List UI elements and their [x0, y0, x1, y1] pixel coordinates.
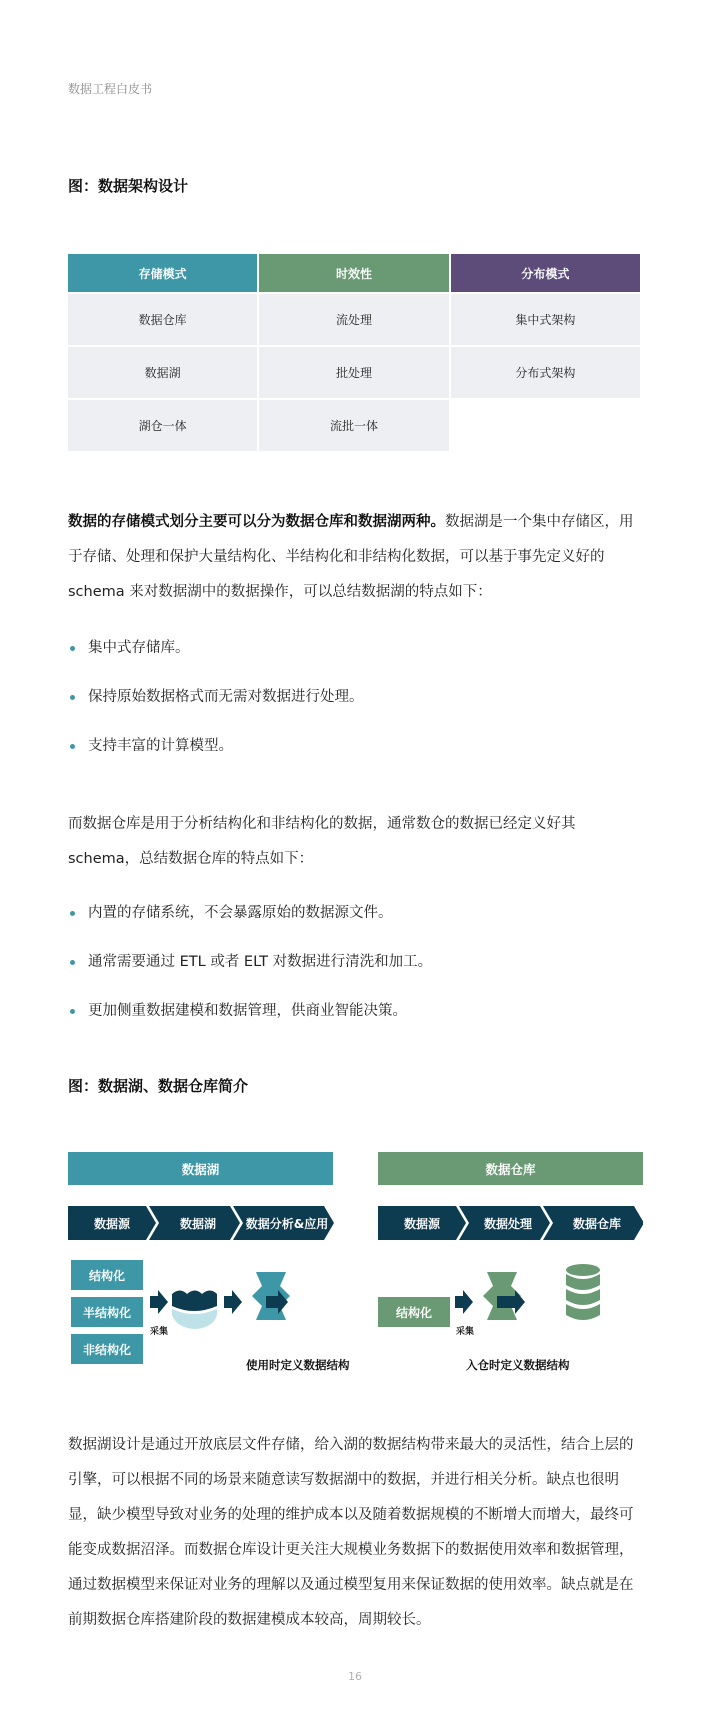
header-timeliness: 时效性 — [259, 254, 450, 294]
warehouse-step-label: 数据源 — [403, 1216, 440, 1231]
warehouse-step-label: 数据处理 — [483, 1216, 532, 1231]
semi-structured-tag: 半结构化 — [71, 1297, 143, 1327]
bullet-dot-icon — [70, 744, 75, 749]
list-item: 通常需要通过 ETL 或者 ELT 对数据进行清洗和加工。 — [68, 952, 643, 1001]
architecture-table — [68, 254, 642, 453]
data-lake-banner: 数据湖 — [68, 1152, 333, 1185]
lake-flow-graphics — [148, 1252, 338, 1357]
warehouse-caption: 入仓时定义数据结构 — [466, 1358, 570, 1372]
table-cell: 集中式架构 — [451, 294, 642, 347]
figure1-title: 图：数据架构设计 — [68, 177, 189, 195]
table-cell-empty — [451, 400, 642, 453]
lake-step-label: 数据湖 — [179, 1216, 216, 1231]
list-item: 内置的存储系统，不会暴露原始的数据源文件。 — [68, 903, 643, 952]
data-warehouse-banner: 数据仓库 — [378, 1152, 643, 1185]
structured-tag: 结构化 — [71, 1260, 143, 1290]
arrow-right-icon — [224, 1290, 242, 1314]
paragraph-comparison: 数据湖设计是通过开放底层文件存储，给入湖的数据结构带来最大的灵活性，结合上层的引擎，可以根据不同的场景来随意读写数据湖中的数据，并进行相关分析。缺点也很明显，缺少模型导致对业务的处理的维护成本以及随着数据规模的不断增大而增大，最终可能变成数据沼泽。而数据仓库设计更关注大规模业务数据下的数据使用效率和数据管理，通过数据模型来保证对业务的理解以及通过模型复用来保证数据的使用效率。缺点就是在前期数据仓库搭建阶段的数据建模成本较高，周期较长。 — [68, 1437, 634, 1628]
warehouse-step-label: 数据仓库 — [572, 1216, 621, 1231]
paragraph-storage-modes — [68, 505, 643, 610]
warehouse-flow-graphics — [453, 1252, 643, 1357]
table-cell: 湖仓一体 — [68, 400, 259, 453]
collect-label: 采集 — [456, 1327, 475, 1337]
lake-icon — [172, 1291, 217, 1312]
database-icon — [566, 1264, 600, 1320]
unstructured-tag: 非结构化 — [71, 1334, 143, 1364]
bullet-dot-icon — [70, 911, 75, 916]
table-row — [68, 347, 642, 400]
list-item: 更加侧重数据建模和数据管理，供商业智能决策。 — [68, 1001, 643, 1050]
structured-tag: 结构化 — [378, 1297, 450, 1327]
table-row — [68, 400, 642, 453]
paragraph-data-warehouse: 而数据仓库是用于分析结构化和非结构化的数据，通常数仓的数据已经定义好其 schema，总结数据仓库的特点如下： — [68, 816, 576, 867]
collect-label: 采集 — [150, 1327, 169, 1337]
header-distribution: 分布模式 — [451, 254, 642, 294]
lake-water-icon — [172, 1309, 217, 1329]
table-header-row — [68, 254, 642, 294]
table-cell: 数据湖 — [68, 347, 259, 400]
figure2-title: 图：数据湖、数据仓库简介 — [68, 1077, 249, 1095]
list-item: 支持丰富的计算模型。 — [68, 736, 643, 785]
table-row — [68, 294, 642, 347]
header-storage: 存储模式 — [68, 254, 259, 294]
bullet-dot-icon — [70, 695, 75, 700]
list-item: 保持原始数据格式而无需对数据进行处理。 — [68, 687, 643, 736]
paragraph-lead: 数据的存储模式划分主要可以分为数据仓库和数据湖两种。 — [68, 514, 445, 530]
lake-warehouse-diagram — [68, 1152, 643, 1382]
paragraph-body: 数据湖是一个集中存储区，用于存储、处理和保护大量结构化、半结构化和非结构化数据，可以基于事先定义好的 schema 来对数据湖中的数据操作，可以总结数据湖的特点如下： — [68, 514, 634, 600]
bullet-dot-icon — [70, 1009, 75, 1014]
bullet-dot-icon — [70, 646, 75, 651]
bullet-dot-icon — [70, 960, 75, 965]
document-header: 数据工程白皮书 — [68, 82, 153, 96]
arrow-right-icon — [150, 1290, 168, 1314]
table-cell: 流处理 — [259, 294, 450, 347]
table-cell: 流批一体 — [259, 400, 450, 453]
table-cell: 分布式架构 — [451, 347, 642, 400]
data-lake-features-list — [68, 638, 643, 785]
table-cell: 数据仓库 — [68, 294, 259, 347]
lake-step-label: 数据源 — [93, 1216, 130, 1231]
data-warehouse-features-list — [68, 903, 643, 1050]
page-number: 16 — [348, 1670, 362, 1683]
lake-step-label: 数据分析&应用 — [245, 1216, 329, 1231]
lake-caption: 使用时定义数据结构 — [246, 1358, 350, 1372]
table-cell: 批处理 — [259, 347, 450, 400]
arrow-right-icon — [455, 1290, 473, 1314]
list-item: 集中式存储库。 — [68, 638, 643, 687]
